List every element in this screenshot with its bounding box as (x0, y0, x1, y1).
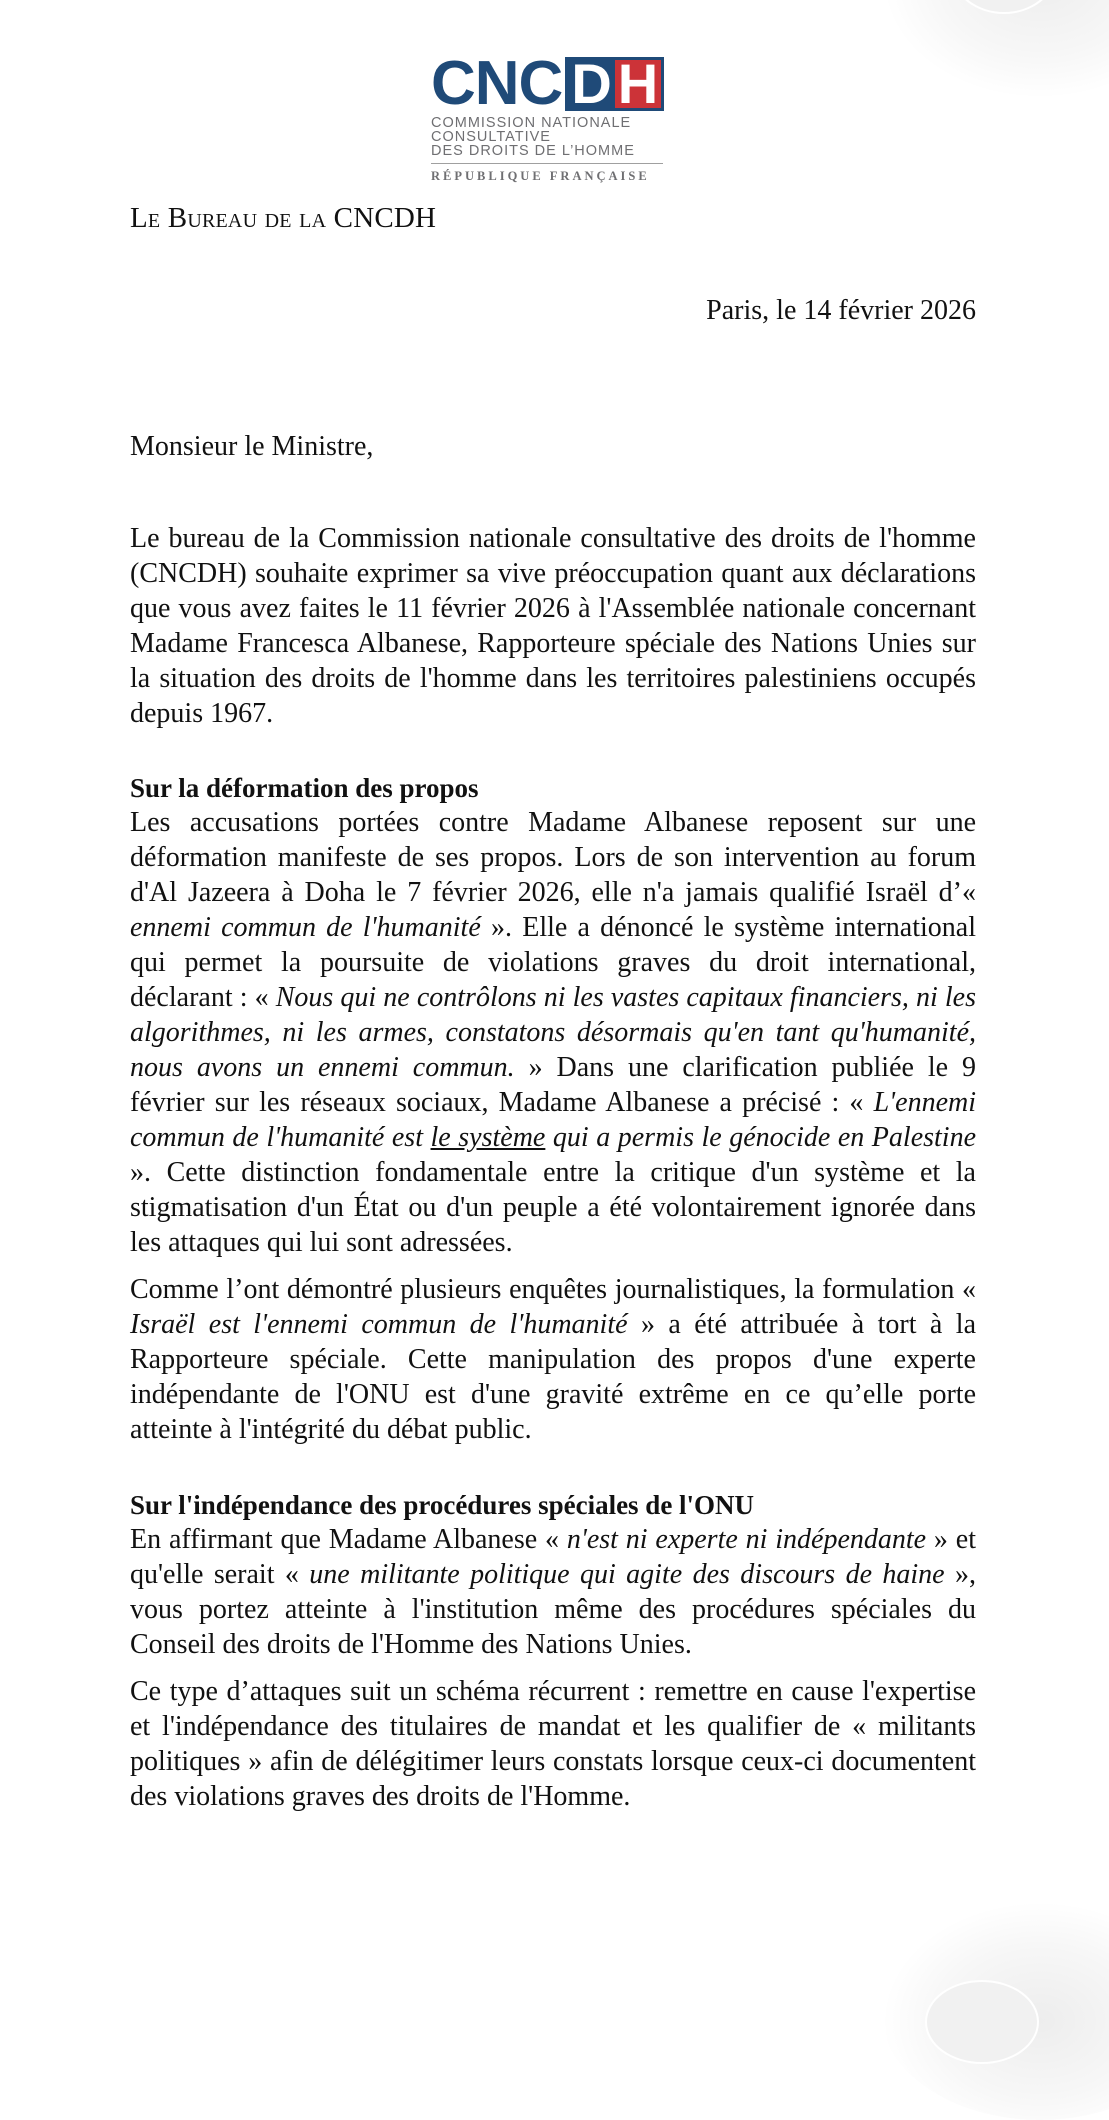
logo-dh-box (565, 52, 664, 115)
text-run: », vous portez atteinte à l'institution même des procédures spéciales du Conseil des droits de l'Homme des Nations Unies. (130, 1559, 977, 1660)
paragraph-deformation-2 (130, 1272, 976, 1447)
logo-line-3: DES DROITS DE L’HOMME (431, 143, 635, 159)
letter-date: Paris, le 14 février 2026 (706, 295, 976, 326)
paragraph-independance-2: Ce type d’attaques suit un schéma récurrent : remettre en cause l'expertise et l'indépendance des titulaires de mandat et les qualifier de « militants politiques » afin de délégitimer leurs constats lorsque ceux-ci documentent des violations graves des droits de l'Homme. (130, 1676, 976, 1812)
quote-run: Israël est l'ennemi commun de l'humanité (130, 1309, 628, 1340)
quote-run: L'ennemi commun de l'humanité est (130, 1087, 976, 1153)
quote-run: Nous qui ne contrôlons ni les vastes capitaux financiers, ni les algorithmes, ni les armes, constatons désormais qu'en tant qu'humanité, nous avons un ennemi commun. (130, 982, 977, 1083)
text-run: ». Cette distinction fondamentale entre la critique d'un système et la stigmatisation d'un État ou d'un peuple a été volontairement ignorée dans les attaques qui lui sont adressées. (130, 1157, 976, 1258)
text-run: Les accusations portées contre Madame Albanese reposent sur une déformation manifeste de ses propos. Lors de son intervention au forum d'Al Jazeera à Doha le 7 février 2026, elle n'a jamais qualifié Israël d’« (130, 807, 976, 908)
intro-paragraph: Le bureau de la Commission nationale consultative des droits de l'homme (CNCDH) souhaite exprimer sa vive préoccupation quant aux déclarations que vous avez faites le 11 février 2026 à l'Assemblée nationale concernant Madame Francesca Albanese, Rapporteure spéciale des Nations Unies sur la situation des droits de l'homme dans les territoires palestiniens occupés depuis 1967. (130, 523, 976, 729)
quote-run: ennemi commun de l'humanité (130, 912, 481, 943)
paragraph-independance-1 (130, 1522, 976, 1662)
text-run: » a été attribuée à tort à la Rapporteure spéciale. Cette manipulation des propos d'une experte indépendante de l'ONU est d'une gravité extrême en ce qu’elle porte atteinte à l'intégrité du débat public. (130, 1309, 977, 1445)
underlined-quote-run: le système (430, 1122, 546, 1153)
paragraph-deformation-1 (130, 805, 976, 1260)
text-run: Comme l’ont démontré plusieurs enquêtes journalistiques, la formulation « (130, 1274, 976, 1305)
logo-subtitle (431, 116, 663, 158)
section-title-deformation: Sur la déformation des propos (130, 773, 479, 803)
quote-run: n'est ni experte ni indépendante (566, 1524, 927, 1555)
logo-line-1: COMMISSION NATIONALE (431, 115, 632, 131)
quote-run: une militante politique qui agite des discours de haine (309, 1559, 945, 1590)
text-run: En affirmant que Madame Albanese « (130, 1524, 567, 1555)
logo-letter-h: H (615, 60, 661, 108)
logo-mark (431, 49, 663, 118)
text-run: » Dans une clarification publiée le 9 février sur les réseaux sociaux, Madame Albanese a précisé : « (130, 1052, 976, 1118)
logo-letter-d: D (568, 60, 614, 108)
letter-sender: Le Bureau de la CNCDH (130, 202, 437, 234)
logo-divider (431, 163, 663, 164)
letter-salutation: Monsieur le Ministre, (130, 431, 374, 462)
logo-republique: RÉPUBLIQUE FRANÇAISE (431, 169, 650, 183)
section-title-independance: Sur l'indépendance des procédures spéciales de l'ONU (130, 1490, 755, 1520)
letter-body (130, 521, 976, 1814)
quote-run: qui a permis le génocide en Palestine (545, 1122, 977, 1153)
scroll-indicator-bottom (925, 1980, 1039, 2064)
logo-line-2: CONSULTATIVE (431, 129, 551, 145)
logo-text-cnc: CNC (431, 49, 563, 118)
page-curl-shadow-top (880, 0, 1109, 100)
cncdh-logo (431, 49, 663, 184)
text-run: ». Elle a dénoncé le système international qui permet la poursuite de violations graves du droit international, déclarant : « (130, 912, 976, 1013)
text-run: » et qu'elle serait « (130, 1524, 976, 1590)
